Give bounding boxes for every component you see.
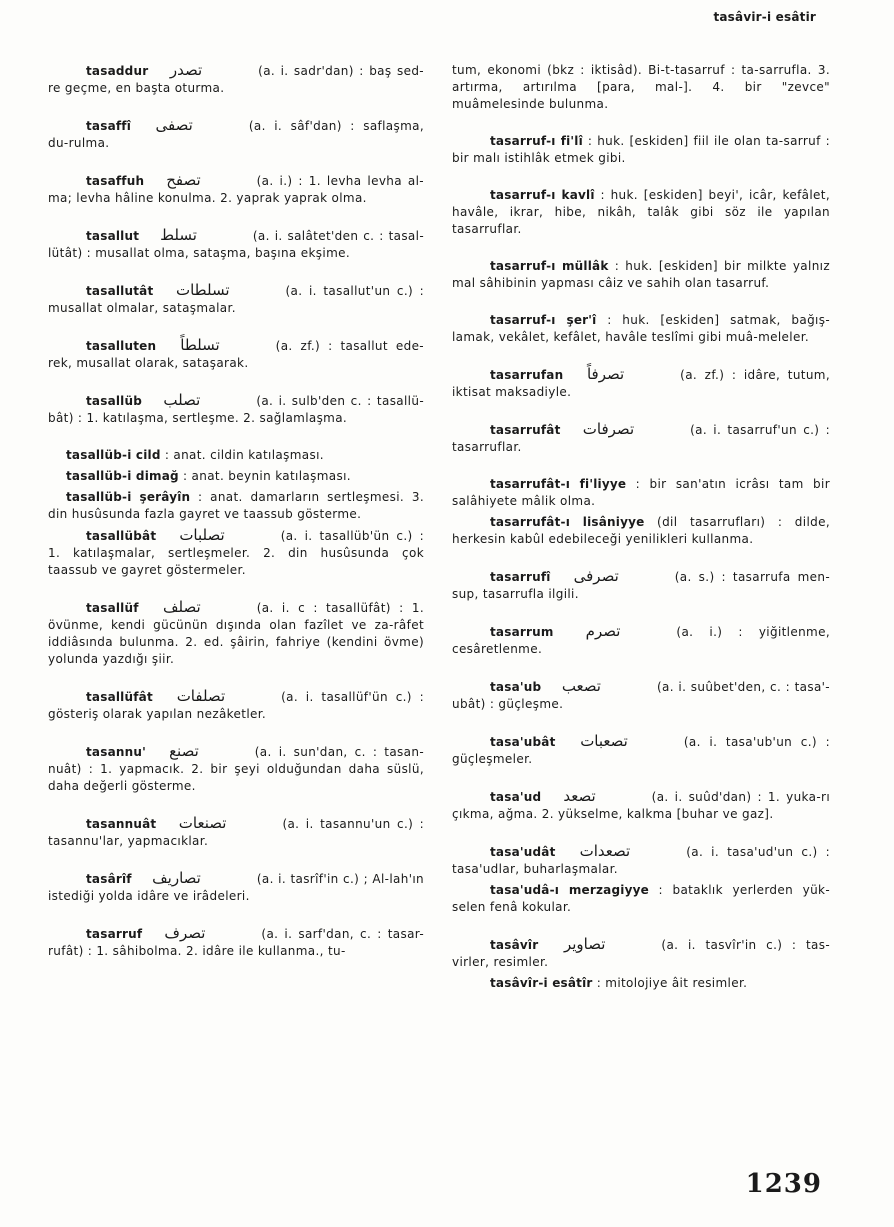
dictionary-entry bbox=[48, 527, 424, 579]
headword: tasarruf-ı şer'î bbox=[490, 313, 597, 327]
headword: tasârîf bbox=[86, 872, 132, 886]
arabic-script: تصرفى bbox=[573, 567, 619, 585]
dictionary-entry bbox=[452, 514, 830, 548]
headword: tasarrufât bbox=[490, 423, 561, 437]
definition: (a. i. suûbet'den, c. : tasa'-ubât) : güçleşme. bbox=[452, 680, 830, 711]
dictionary-entry bbox=[452, 733, 830, 768]
dictionary-entry bbox=[48, 227, 424, 262]
headword: tasarruf-ı kavlî bbox=[490, 188, 595, 202]
headword: tasarrum bbox=[490, 625, 554, 639]
dictionary-entry bbox=[452, 187, 830, 238]
running-header: tasâvir-i esâtir bbox=[713, 10, 816, 24]
dictionary-entry bbox=[48, 599, 424, 668]
definition: : bir san'atın icrâsı tam bir salâhiyete mâlik olma. bbox=[452, 477, 830, 508]
headword: tasarruf-ı müllâk bbox=[490, 259, 609, 273]
dictionary-entry bbox=[48, 688, 424, 723]
definition: (a. i. sarf'dan, c. : tasar-rufât) : 1. sâhibolma. 2. idâre ile kullanma., tu- bbox=[48, 927, 424, 958]
dictionary-entry bbox=[48, 489, 424, 523]
definition: : anat. damarların sertleşmesi. 3. din husûsunda fazla gayret ve taassub gösterme. bbox=[48, 490, 424, 521]
definition: (a. zf.) : idâre, tutum, iktisat maksadiyle. bbox=[452, 368, 830, 399]
definition: (a. i. c : tasallüfât) : 1. övünme, kendi gücünün dışında olan fazîlet ve za-râfet iddiâsında bulunma. 2. ed. şâirin, fahriye (kendini övme) yolunda yazdığı şiir. bbox=[48, 601, 424, 666]
arabic-script: تصنع bbox=[169, 742, 199, 760]
definition: (a. i. tasa'ud'un c.) : tasa'udlar, buharlaşmalar. bbox=[452, 845, 831, 876]
headword: tasa'udât bbox=[490, 845, 556, 859]
headword: tasarrufât-ı fi'liyye bbox=[490, 477, 627, 491]
arabic-script: تصرم bbox=[585, 622, 621, 640]
dictionary-entry bbox=[48, 392, 424, 427]
dictionary-entry bbox=[452, 366, 830, 401]
headword: tasallüfât bbox=[86, 690, 153, 704]
dictionary-entry bbox=[452, 421, 830, 456]
headword: tasallut bbox=[86, 229, 140, 243]
page-number: 1239 bbox=[745, 1169, 822, 1199]
definition: (a. i.) : 1. levha levha al-ma; levha hâline konulma. 2. yaprak yaprak olma. bbox=[48, 174, 424, 205]
dictionary-entry bbox=[48, 743, 424, 795]
arabic-script: تسلطات bbox=[175, 281, 230, 299]
dictionary-entry bbox=[452, 258, 830, 292]
definition: (a. i. tasallüb'ün c.) : 1. katılaşmalar, sertleşmeler. 2. din husûsunda çok taassub ve gayret göstermeler. bbox=[48, 529, 424, 577]
definition: : anat. cildin katılaşması. bbox=[164, 448, 324, 462]
dictionary-entry bbox=[48, 447, 424, 464]
headword: tasa'ud bbox=[490, 790, 542, 804]
headword: tasa'ub bbox=[490, 680, 542, 694]
definition: (a. s.) : tasarrufa men-sup, tasarrufla ilgili. bbox=[452, 570, 831, 601]
arabic-script: تصعبات bbox=[580, 732, 628, 750]
definition: (a. i. tasallüf'ün c.) : gösteriş olarak yapılan nezâketler. bbox=[48, 690, 425, 721]
definition: (a. i. salâtet'den c. : tasal-lütât) : musallat olma, sataşma, başına ekşime. bbox=[48, 229, 424, 260]
dictionary-entry bbox=[452, 568, 830, 603]
dictionary-entry bbox=[48, 870, 424, 905]
definition: : anat. beynin katılaşması. bbox=[182, 469, 351, 483]
headword: tasarrufî bbox=[490, 570, 551, 584]
arabic-script: تصرفات bbox=[582, 420, 635, 438]
headword: tasarrufât-ı lisâniyye bbox=[490, 515, 645, 529]
headword: tasarruf bbox=[86, 927, 143, 941]
definition: (a. i. tasa'ub'un c.) : güçleşmeler. bbox=[452, 735, 830, 766]
definition: (a. i. tasarruf'un c.) : tasarruflar. bbox=[452, 423, 831, 454]
definition: : huk. [eskiden] satmak, bağış-lamak, vekâlet, kefâlet, havâle teslîmi gibi muâ-meleler. bbox=[452, 313, 830, 344]
definition: : bataklık yerlerden yük-selen fenâ kokular. bbox=[452, 883, 830, 914]
dictionary-entry bbox=[452, 623, 830, 658]
headword: tasallüf bbox=[86, 601, 139, 615]
headword: tasalluten bbox=[86, 339, 157, 353]
headword: tasa'ubât bbox=[490, 735, 556, 749]
definition: (a. i. sadr'dan) : baş sed-re geçme, en başta oturma. bbox=[48, 64, 424, 95]
dictionary-entry bbox=[48, 62, 424, 97]
dictionary-entry bbox=[48, 468, 424, 485]
definition: : huk. [eskiden] bir milkte yalnız mal sâhibinin yapması câiz ve sahih olan tasarruf. bbox=[452, 259, 830, 290]
dictionary-entry bbox=[452, 843, 830, 878]
headword: tasallübât bbox=[86, 529, 157, 543]
headword: tasallüb-i şerâyîn bbox=[66, 490, 191, 504]
definition: (a. zf.) : tasallut ede-rek, musallat olarak, sataşarak. bbox=[48, 339, 424, 370]
dictionary-entry bbox=[452, 312, 830, 346]
arabic-script: تصلف bbox=[163, 598, 201, 616]
headword: tasallüb bbox=[86, 394, 143, 408]
headword: tasallüb-i cild bbox=[66, 448, 161, 462]
dictionary-entry bbox=[452, 476, 830, 510]
arabic-script: تصاوير bbox=[563, 935, 606, 953]
headword: tasaddur bbox=[86, 64, 149, 78]
definition: tum, ekonomi (bkz : iktisâd). Bi-t-tasarruf : ta-sarrufla. 3. artırma, artırılma [para, mal-]. 4. bir "zevce" muâmelesinde bulunma. bbox=[452, 63, 830, 111]
arabic-script: تصرف bbox=[164, 924, 206, 942]
dictionary-entry bbox=[452, 133, 830, 167]
arabic-script: تصعب bbox=[561, 677, 601, 695]
definition: (a. i. sâf'dan) : saflaşma, du-rulma. bbox=[48, 119, 424, 150]
arabic-script: تصلبات bbox=[179, 526, 225, 544]
dictionary-entry bbox=[452, 882, 830, 916]
definition: (a. i. tasrîf'in c.) ; Al-lah'ın istediği yolda idâre ve irâdeleri. bbox=[48, 872, 424, 903]
arabic-script: تصعد bbox=[563, 787, 596, 805]
dictionary-entry bbox=[48, 172, 424, 207]
definition: (a. i.) : yiğitlenme, cesâretlenme. bbox=[452, 625, 830, 656]
arabic-script: تصاريف bbox=[152, 869, 201, 887]
arabic-script: تصدر bbox=[169, 61, 203, 79]
dictionary-entry bbox=[48, 925, 424, 960]
dictionary-entry bbox=[48, 117, 424, 152]
headword: tasannu' bbox=[86, 745, 146, 759]
arabic-script: تصفح bbox=[166, 171, 201, 189]
dictionary-entry bbox=[48, 815, 424, 850]
dictionary-entry bbox=[48, 282, 424, 317]
arabic-script: تصفى bbox=[155, 116, 193, 134]
headword: tasarruf-ı fi'lî bbox=[490, 134, 583, 148]
definition: (a. i. sulb'den c. : tasallü-bât) : 1. katılaşma, sertleşme. 2. sağlamlaşma. bbox=[48, 394, 424, 425]
arabic-script: تصرفاً bbox=[586, 365, 625, 383]
left-column bbox=[48, 62, 424, 980]
headword: tasallutât bbox=[86, 284, 154, 298]
headword: tasaffî bbox=[86, 119, 132, 133]
headword: tasallüb-i dimağ bbox=[66, 469, 179, 483]
dictionary-entry bbox=[452, 678, 830, 713]
headword: tasâvîr-i esâtîr bbox=[490, 976, 593, 990]
headword: tasannuât bbox=[86, 817, 157, 831]
definition: (a. i. sun'dan, c. : tasan-nuât) : 1. yapmacık. 2. bir şeyi olduğundan daha süslü, daha değerli gösterme. bbox=[48, 745, 424, 793]
arabic-script: تصلفات bbox=[176, 687, 226, 705]
headword: tasarrufan bbox=[490, 368, 564, 382]
dictionary-entry bbox=[452, 936, 830, 971]
headword: tasâvîr bbox=[490, 938, 539, 952]
definition: : huk. [eskiden] beyi', icâr, kefâlet, havâle, ikrar, hibe, nikâh, talâk gibi söz ile yapılan tasarruflar. bbox=[452, 188, 831, 236]
definition: : huk. [eskiden] fiil ile olan ta-sarruf : bir malı istihlâk etmek gibi. bbox=[452, 134, 830, 165]
dictionary-entry bbox=[452, 62, 830, 113]
dictionary-entry bbox=[452, 788, 830, 823]
arabic-script: تصنعات bbox=[178, 814, 227, 832]
definition: : mitolojiye âit resimler. bbox=[596, 976, 748, 990]
dictionary-entry bbox=[48, 337, 424, 372]
definition: (a. i. tasvîr'in c.) : tas-virler, resimler. bbox=[452, 938, 830, 969]
definition: (a. i. tasannu'un c.) : tasannu'lar, yapmacıklar. bbox=[48, 817, 424, 848]
definition: (a. i. tasallut'un c.) : musallat olmalar, sataşmalar. bbox=[48, 284, 424, 315]
arabic-script: تصعدات bbox=[579, 842, 631, 860]
arabic-script: تصلب bbox=[163, 391, 201, 409]
right-column bbox=[452, 62, 830, 996]
headword: tasaffuh bbox=[86, 174, 145, 188]
arabic-script: تسلط bbox=[160, 226, 197, 244]
dictionary-entry bbox=[452, 975, 830, 992]
headword: tasa'udâ-ı merzagiyye bbox=[490, 883, 649, 897]
arabic-script: تسلطاً bbox=[180, 336, 220, 354]
definition: (a. i. suûd'dan) : 1. yuka-rı çıkma, ağma. 2. yükselme, kalkma [buhar ve gaz]. bbox=[452, 790, 831, 821]
definition: (dil tasarrufları) : dilde, herkesin kabûl edebileceği yenilikleri kullanma. bbox=[452, 515, 830, 546]
